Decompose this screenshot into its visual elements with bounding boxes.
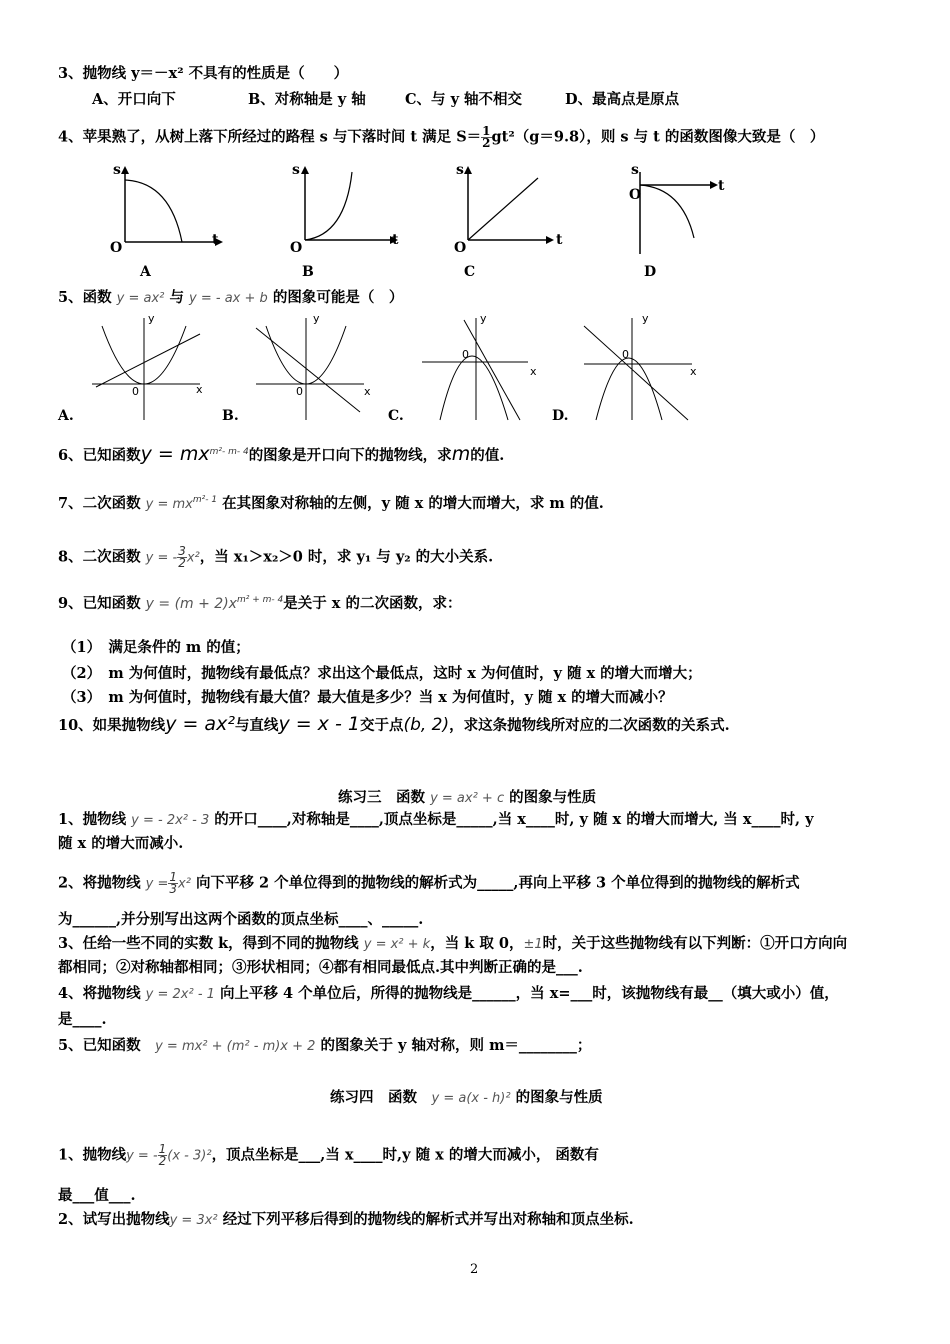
- axis-label-x: x: [530, 365, 537, 378]
- q5-graph-d: [582, 312, 702, 422]
- ex3-title: 练习三 函数 y = ax² + c 的图象与性质: [338, 789, 597, 806]
- origin-label: O: [629, 187, 642, 203]
- origin-label: O: [454, 240, 467, 256]
- q6-stem: 6、已知函数$y = mx^{m^2- m- 4}$的图象是开口向下的抛物线，求m的值.: [58, 442, 505, 465]
- ex3-p4: 4、将抛物线 y = 2x² - 1 向上平移 4 个单位后，所得的抛物线是______，当 x=___时，该抛物线有最__（填大或小）值，: [58, 985, 839, 1002]
- axis-label-t: t: [556, 232, 563, 248]
- ex3-p5: 5、已知函数 y = mx² + (m² - m)x + 2 的图象关于 y 轴对称，则 m＝________；: [58, 1037, 592, 1054]
- axis-label-y: y: [148, 312, 155, 325]
- q5-label-c: C.: [388, 408, 404, 424]
- q9-item-3: （3） m 为何值时，抛物线有最大值？最大值是多少？当 x 为何值时，y 随 x 的增大而减小？: [62, 689, 673, 706]
- origin-label: O: [110, 240, 123, 256]
- q9-eq: y = (m + 2)x: [145, 595, 237, 612]
- q5-label-a: A.: [58, 408, 74, 424]
- q7-eq: y = mx: [145, 496, 193, 512]
- q4-fraction: $\frac{1}{2}$: [482, 124, 491, 150]
- q9-stem: 9、已知函数 $y = (m + 2)x^{m^2 + m- 4}$是关于 x 的二次函数，求：: [58, 594, 462, 612]
- q4-label-b: B: [302, 264, 314, 280]
- q8-fraction: $\frac{3}{2}$: [178, 544, 186, 570]
- axis-label-x: x: [364, 385, 371, 398]
- q5-stem: 5、函数 y = ax² 与 y = - ax + b 的图象可能是（ ）: [58, 289, 404, 306]
- q4-label-d: D: [644, 264, 657, 280]
- axis-label-s: s: [631, 162, 639, 178]
- q10-eq2: y = x - 1: [278, 713, 360, 735]
- q5-label-d: D.: [552, 408, 569, 424]
- axis-label-x: x: [690, 365, 697, 378]
- ex3-p3-cont: 都相同；②对称轴都相同；③形状相同；④都有相同最低点.其中判断正确的是___.: [58, 959, 583, 976]
- origin-label: 0: [462, 348, 469, 361]
- q5-eq1: y = ax²: [116, 291, 165, 306]
- q3-option-b: B、对称轴是 y 轴: [248, 91, 366, 108]
- ex4-p2: 2、试写出抛物线y = 3x² 经过下列平移后得到的抛物线的解析式并写出对称轴和顶点坐标.: [58, 1211, 634, 1228]
- axis-label-y: y: [642, 312, 649, 325]
- origin-label: 0: [622, 348, 629, 361]
- ex4-title: 练习四 函数 y = a(x - h)² 的图象与性质: [330, 1089, 603, 1106]
- axis-label-s: s: [113, 162, 121, 178]
- ex3-p1: 1、抛物线 y = - 2x² - 3 的开口____,对称轴是____,顶点坐标是_____,当 x____时, y 随 x 的增大而增大, 当 x____时, y: [58, 811, 814, 828]
- q5-label-b: B.: [222, 408, 239, 424]
- origin-label: 0: [132, 385, 139, 398]
- q5-eq2: y = - ax + b: [189, 291, 268, 306]
- ex4-p1-cont: 最___值___.: [58, 1187, 136, 1204]
- q6-eq: y = mx: [140, 442, 210, 465]
- q3-option-c: C、与 y 轴不相交: [405, 91, 523, 108]
- q3-option-a: A、开口向下: [92, 91, 176, 108]
- axis-label-t: t: [392, 232, 399, 248]
- axis-label-t: t: [718, 178, 725, 194]
- q3-option-d: D、最高点是原点: [565, 91, 680, 108]
- ex3-p1-cont: 随 x 的增大而减小.: [58, 835, 184, 852]
- page-number: 2: [470, 1262, 479, 1277]
- axis-label-t: t: [212, 232, 219, 248]
- q9-item-1: （1） 满足条件的 m 的值；: [62, 639, 250, 656]
- q5-graph-b: [252, 312, 372, 422]
- q5-graph-c: [420, 312, 540, 422]
- ex4-p1: 1、抛物线y = - $\frac{1}{2}$ (x - 3)²，顶点坐标是___,当 x____时,y 随 x 的增大而减小， 函数有: [58, 1142, 599, 1168]
- q10-eq1: y = ax²: [165, 713, 235, 735]
- ex3-p3: 3、任给一些不同的实数 k，得到不同的抛物线 y = x² + k，当 k 取 0，±1时，关于这些抛物线有以下判断：①开口方向向: [58, 935, 848, 952]
- axis-label-x: x: [196, 383, 203, 396]
- axis-label-s: s: [292, 162, 300, 178]
- q7-stem: 7、二次函数 $y = mx^{m^2- 1}$ 在其图象对称轴的左侧，y 随 x 的增大而增大，求 m 的值.: [58, 494, 604, 512]
- origin-label: O: [290, 240, 303, 256]
- ex3-p2: 2、将抛物线 y = $\frac{1}{3}$ x² 向下平移 2 个单位得到的抛物线的解析式为_____,再向上平移 3 个单位得到的抛物线的解析式: [58, 870, 800, 896]
- q4-label-a: A: [140, 264, 151, 280]
- q4-label-c: C: [464, 264, 476, 280]
- axis-label-y: y: [313, 312, 320, 325]
- q3-stem: 3、抛物线 y＝－x² 不具有的性质是（ ）: [58, 65, 349, 82]
- ex3-p2-cont: 为______,并分别写出这两个函数的顶点坐标____、_____.: [58, 911, 424, 928]
- q9-item-2: （2） m 为何值时，抛物线有最低点？求出这个最低点，这时 x 为何值时，y 随 x 的增大而增大；: [62, 665, 702, 682]
- axis-label-y: y: [480, 312, 487, 325]
- q10-point: (b, 2): [403, 715, 450, 735]
- axis-label-s: s: [456, 162, 464, 178]
- q5-graph-a: [88, 312, 208, 422]
- ex3-p4-cont: 是____.: [58, 1011, 107, 1028]
- q4-stem: 4、苹果熟了，从树上落下所经过的路程 s 与下落时间 t 满足 S＝ $\frac{1}{2}$ gt²（g＝9.8），则 s 与 t 的函数图像大致是（ ）: [58, 124, 825, 150]
- q8-stem: 8、二次函数 y = - $\frac{3}{2}$ x²，当 x₁＞x₂＞0 时，求 y₁ 与 y₂ 的大小关系.: [58, 544, 494, 570]
- origin-label: 0: [296, 385, 303, 398]
- q10-stem: 10、如果抛物线y = ax²与直线y = x - 1交于点(b, 2)，求这条抛物线所对应的二次函数的关系式.: [58, 713, 730, 735]
